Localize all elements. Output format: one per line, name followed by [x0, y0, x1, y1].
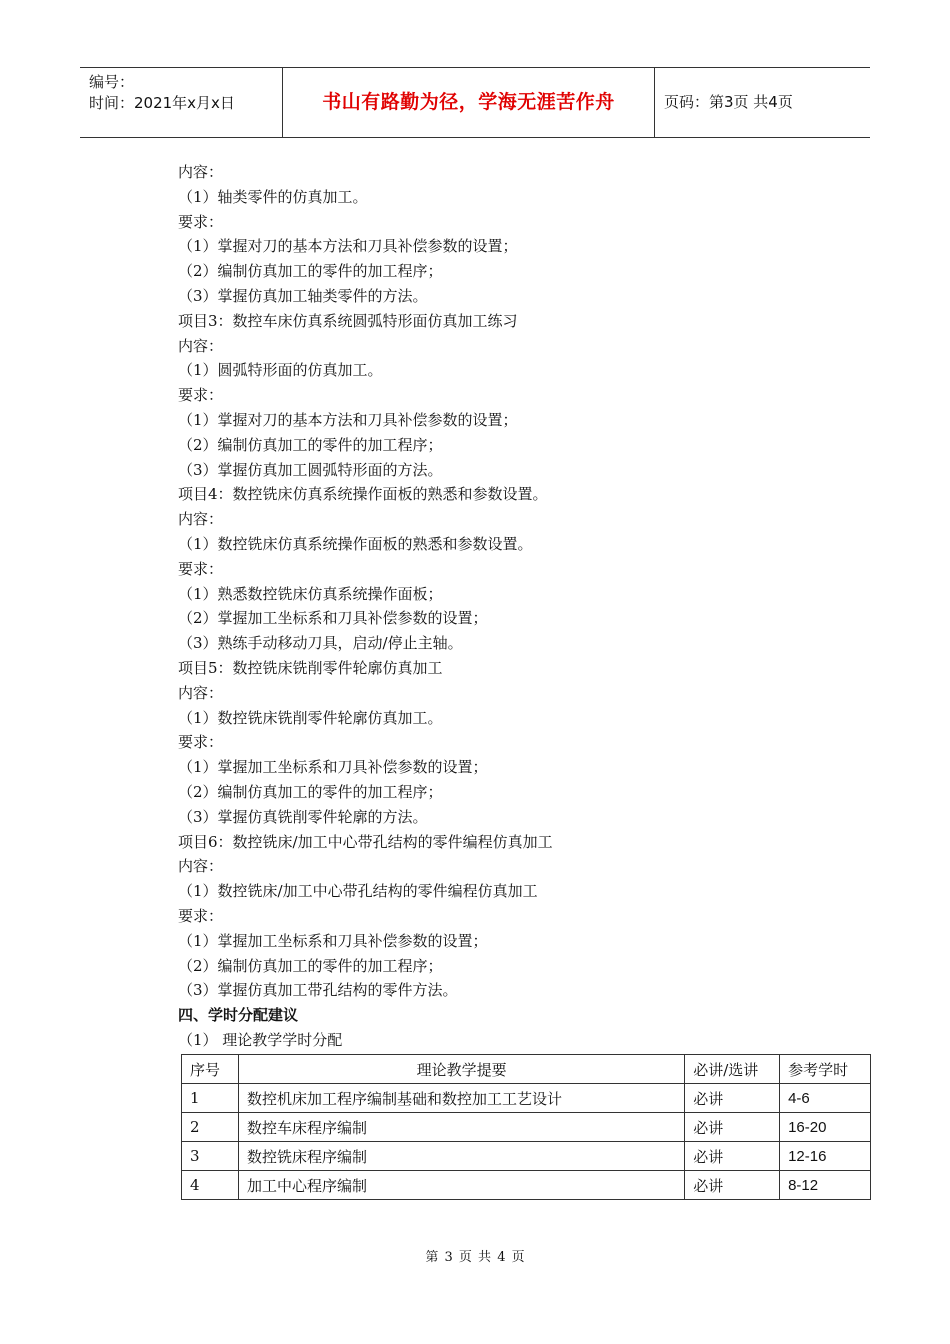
- table-cell: 必讲: [685, 1142, 780, 1171]
- content-line: 内容：: [178, 683, 224, 702]
- content-line: （3）掌握仿真加工圆弧特形面的方法。: [178, 460, 443, 479]
- table-cell: 数控机床加工程序编制基础和数控加工工艺设计: [238, 1084, 684, 1113]
- content-line: 内容：: [178, 163, 224, 181]
- table-cell: 8-12: [780, 1171, 871, 1200]
- content-line: （3）掌握仿真铣削零件轮廓的方法。: [178, 807, 428, 826]
- content-line: （1）数控铣床仿真系统操作面板的熟悉和参数设置。: [178, 534, 533, 553]
- hours-table: [181, 1054, 871, 1200]
- content-line: 内容：: [178, 336, 224, 355]
- table-cell: 数控铣床程序编制: [238, 1142, 684, 1171]
- table-header-cell: 必讲/选讲: [685, 1055, 780, 1084]
- table-row: [182, 1171, 871, 1200]
- document-time-label: 时间：2021年x月x日: [89, 94, 235, 112]
- content-line: 要求：: [178, 386, 224, 405]
- project-heading: 项目4：数控铣床仿真系统操作面板的熟悉和参数设置。: [178, 485, 548, 504]
- content-line: （3）掌握仿真加工轴类零件的方法。: [178, 286, 428, 305]
- table-cell: 加工中心程序编制: [238, 1171, 684, 1200]
- content-line: （3）熟练手动移动刀具，启动/停止主轴。: [178, 634, 463, 653]
- content-line: （1）熟悉数控铣床仿真系统操作面板；: [178, 584, 443, 603]
- project-heading: 项目6：数控铣床/加工中心带孔结构的零件编程仿真加工: [178, 832, 553, 851]
- table-cell: 4: [182, 1171, 239, 1200]
- document-body: [178, 160, 878, 1053]
- table-cell: 2: [182, 1113, 239, 1142]
- table-header-row: [182, 1055, 871, 1084]
- content-line: （1）掌握加工坐标系和刀具补偿参数的设置；: [178, 758, 488, 777]
- table-row: [182, 1113, 871, 1142]
- content-line: （1）掌握对刀的基本方法和刀具补偿参数的设置；: [178, 410, 518, 429]
- table-cell: 16-20: [780, 1113, 871, 1142]
- content-line: （2）编制仿真加工的零件的加工程序；: [178, 782, 443, 801]
- content-line: 要求：: [178, 559, 224, 578]
- project-heading: 项目3：数控车床仿真系统圆弧特形面仿真加工练习: [178, 311, 518, 330]
- table-header-cell: 序号: [182, 1055, 239, 1084]
- table-cell: 必讲: [685, 1084, 780, 1113]
- table-row: [182, 1142, 871, 1171]
- table-header-cell: 参考学时: [780, 1055, 871, 1084]
- content-line: （1）掌握对刀的基本方法和刀具补偿参数的设置；: [178, 237, 518, 256]
- table-cell: 1: [182, 1084, 239, 1113]
- section-heading: 四、学时分配建议: [178, 1006, 299, 1025]
- table-row: [182, 1084, 871, 1113]
- table-cell: 3: [182, 1142, 239, 1171]
- header-meta: [80, 68, 283, 137]
- content-line: （2）编制仿真加工的零件的加工程序；: [178, 435, 443, 454]
- document-number-label: 编号：: [89, 73, 135, 91]
- header-motto: 书山有路勤为径，学海无涯苦作舟: [283, 68, 655, 137]
- content-line: 要求：: [178, 733, 224, 752]
- table-cell: 必讲: [685, 1113, 780, 1142]
- table-cell: 数控车床程序编制: [238, 1113, 684, 1142]
- content-line: 内容：: [178, 857, 224, 876]
- table-cell: 必讲: [685, 1171, 780, 1200]
- content-line: （3）掌握仿真加工带孔结构的零件方法。: [178, 981, 458, 1000]
- content-line: （1）数控铣床/加工中心带孔结构的零件编程仿真加工: [178, 882, 538, 901]
- content-line: （1）圆弧特形面的仿真加工。: [178, 361, 383, 380]
- content-line: 要求：: [178, 906, 224, 925]
- content-line: （1）数控铣床铣削零件轮廓仿真加工。: [178, 708, 443, 727]
- content-line: 内容：: [178, 510, 224, 529]
- page-footer: 第 3 页 共 4 页: [425, 1250, 525, 1265]
- table-header-cell: 理论教学提要: [238, 1055, 684, 1084]
- content-line: （2）掌握加工坐标系和刀具补偿参数的设置；: [178, 609, 488, 628]
- sub-heading: （1） 理论教学学时分配: [178, 1030, 343, 1049]
- header-page-number: 页码：第3页 共4页: [664, 93, 793, 111]
- table-cell: 12-16: [780, 1142, 871, 1171]
- content-line: （2）编制仿真加工的零件的加工程序；: [178, 262, 443, 281]
- content-line: 要求：: [178, 212, 224, 231]
- content-line: （2）编制仿真加工的零件的加工程序；: [178, 956, 443, 975]
- project-heading: 项目5：数控铣床铣削零件轮廓仿真加工: [178, 658, 443, 677]
- content-line: （1）轴类零件的仿真加工。: [178, 187, 368, 206]
- page-header: [80, 67, 870, 138]
- table-cell: 4-6: [780, 1084, 871, 1113]
- content-line: （1）掌握加工坐标系和刀具补偿参数的设置；: [178, 931, 488, 950]
